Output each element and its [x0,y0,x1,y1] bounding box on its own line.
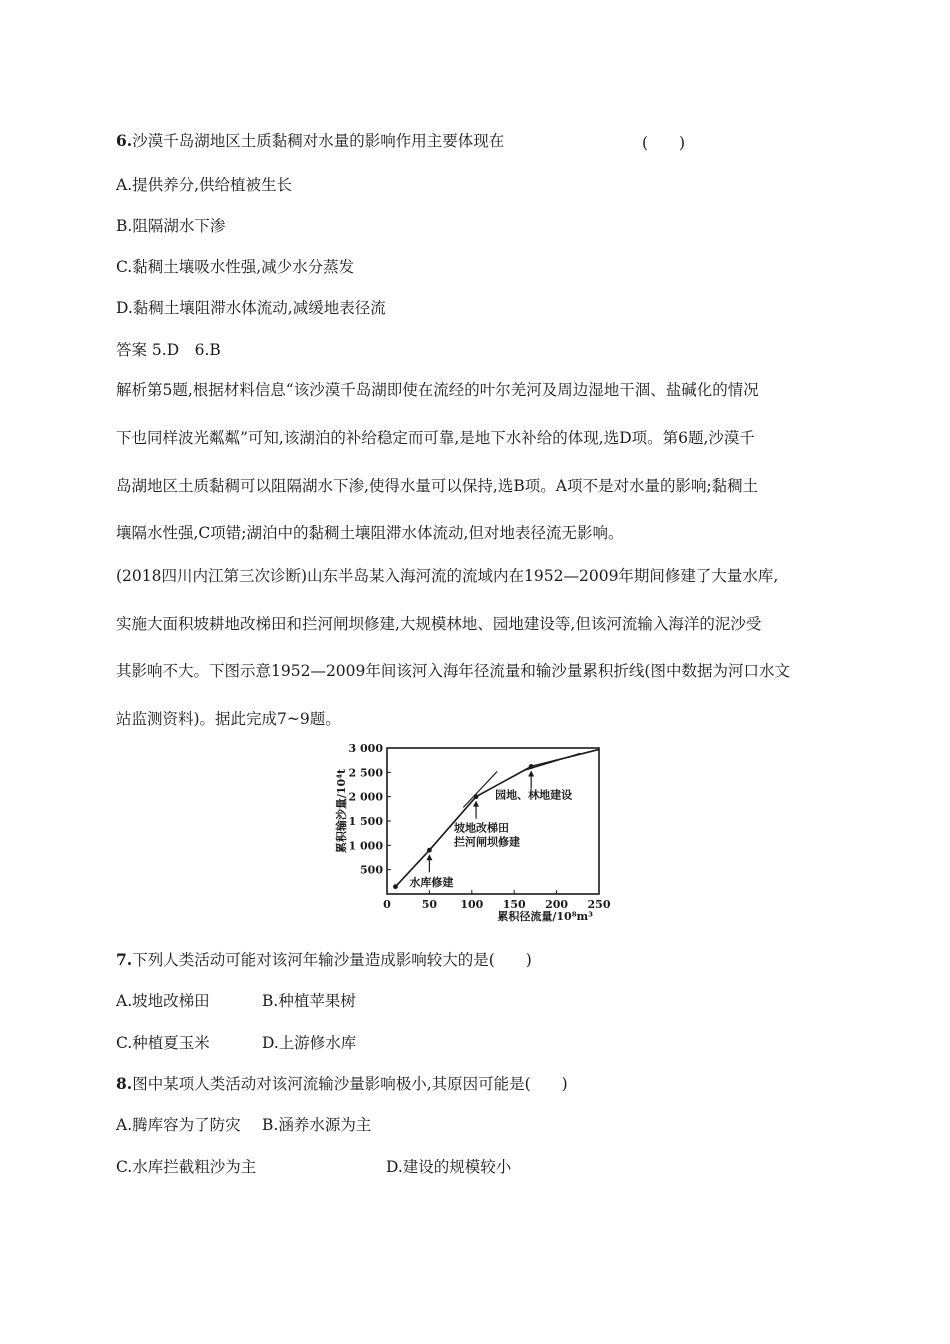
option-c: C.水库拦截粗沙为主 [116,1158,257,1176]
cumulative-chart [330,736,620,928]
option-d: D.上游修水库 [262,1034,357,1052]
y-axis-label: 累积输沙量/10⁴t [335,768,348,854]
arrow-head [528,770,534,776]
annotation-label: 拦河闸坝修建 [454,835,521,849]
question-7-stem: 7.下列人类活动可能对该河年输沙量造成影响较大的是( ) [116,950,532,969]
data-point [393,884,398,889]
option-b: B.阻隔湖水下渗 [116,217,226,235]
question-8-stem: 8.图中某项人类活动对该河流输沙量影响极小,其原因可能是( ) [116,1074,568,1093]
arrow-head [426,854,432,860]
y-tick-label: 2 000 [348,790,383,804]
y-tick-label: 2 500 [348,766,383,780]
material-line: 站监测资料)。据此完成7~9题。 [116,710,341,728]
option-a: A.坡地改梯田 [116,992,210,1010]
option-b: B.种植苹果树 [262,992,356,1010]
option-a: A.腾库容为了防灾 [116,1116,241,1134]
option-d: D.建设的规模较小 [386,1158,512,1176]
analysis-line: 岛湖地区土质黏稠可以阻隔湖水下渗,使得水量可以保持,选B项。A项不是对水量的影响;黏稠土 [116,477,759,495]
annotation-label: 园地、林地建设 [495,788,573,802]
material-line: 实施大面积坡耕地改梯田和拦河闸坝修建,大规模林地、园地建设等,但该河流输入海洋的泥沙受 [116,615,762,633]
arrow-head [473,801,479,807]
data-point [427,848,432,853]
option-a: A.提供养分,供给植被生长 [116,176,293,194]
x-tick-label: 250 [587,898,611,911]
series-line [395,749,599,886]
option-c: C.黏稠土壤吸水性强,减少水分蒸发 [116,258,355,276]
y-tick-label: 500 [360,863,383,877]
option-d: D.黏稠土壤阻滞水体流动,减缓地表径流 [116,299,386,317]
y-tick-label: 1 500 [348,815,383,828]
x-tick-label: 100 [460,898,484,911]
x-tick-label: 50 [421,898,438,911]
answer-paren: ( ) [642,134,686,152]
y-tick-label: 1 000 [348,839,383,853]
annotation-label: 坡地改梯田 [454,821,510,835]
analysis-line: 壤隔水性强,C项错;湖泊中的黏稠土壤阻滞水体流动,但对地表径流无影响。 [116,524,624,542]
data-point [529,764,534,769]
x-tick-label: 0 [383,898,391,911]
data-point [474,794,479,799]
answer-line: 答案 5.D 6.B [116,341,221,359]
x-tick-label: 200 [545,898,569,911]
material-line: (2018四川内江第三次诊断)山东半岛某入海河流的流域内在1952—2009年期间修建了大量水库, [116,567,779,585]
x-axis-label: 累积径流量/10⁸m³ [497,910,593,923]
question-6-stem: 6.沙漠千岛湖地区土质黏稠对水量的影响作用主要体现在 [116,131,505,150]
y-tick-label: 3 000 [348,742,383,755]
x-tick-label: 150 [502,898,526,911]
chart-container [330,736,620,928]
option-c: C.种植夏玉米 [116,1034,210,1052]
analysis-line: 解析第5题,根据材料信息“该沙漠千岛湖即使在流经的叶尔羌河及周边湿地干涸、盐碱化的情况 [116,381,759,399]
material-line: 其影响不大。下图示意1952—2009年间该河入海年径流量和输沙量累积折线(图中数据为河口水文 [116,662,790,680]
trend-line [463,771,497,807]
option-b: B.涵养水源为主 [262,1116,372,1134]
analysis-line: 下也同样波光粼粼”可知,该湖泊的补给稳定而可靠,是地下水补给的体现,选D项。第6题,沙漠千 [116,429,755,447]
annotation-label: 水库修建 [409,876,454,890]
